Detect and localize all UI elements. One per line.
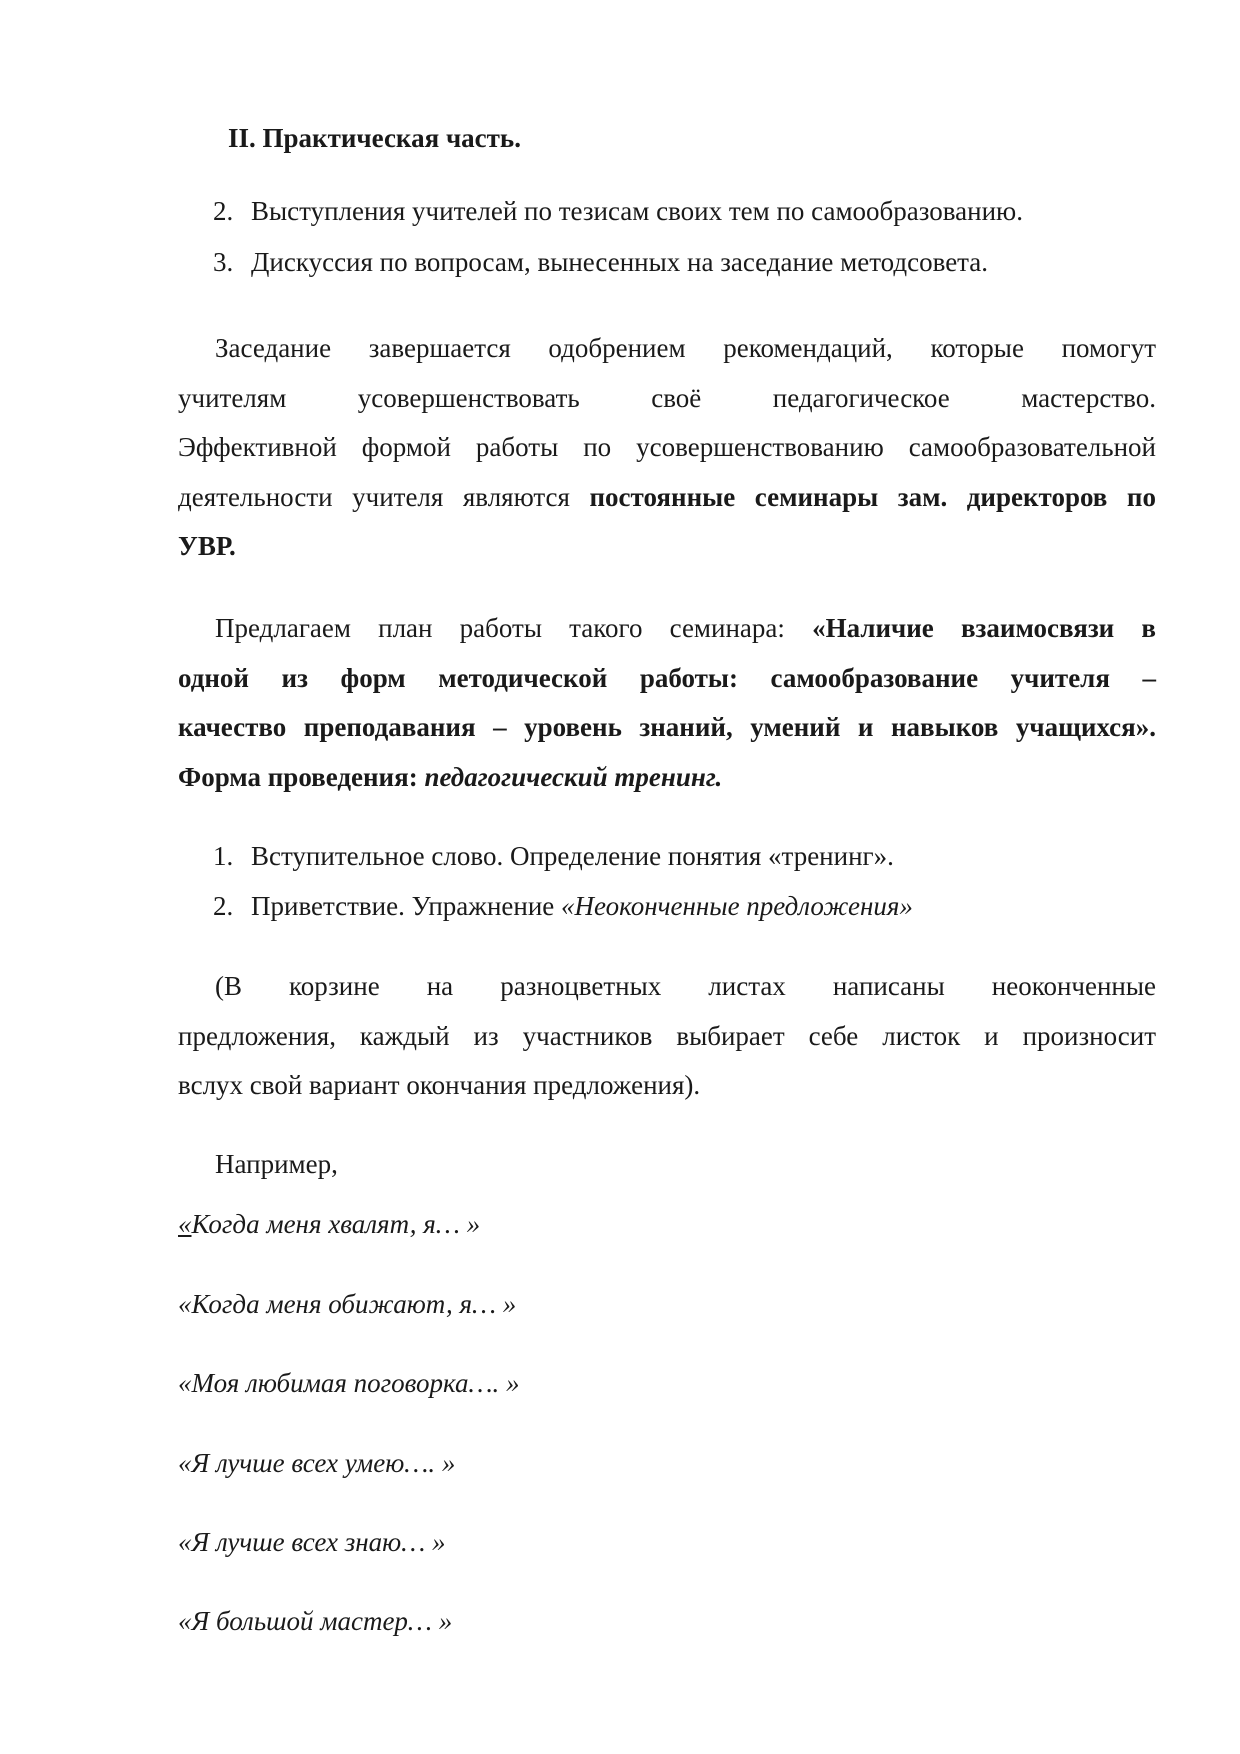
example-quote-mark: « bbox=[178, 1209, 192, 1239]
emphasis-text: «Наличие взаимосвязи в bbox=[812, 613, 1156, 643]
paragraph-seminar-plan bbox=[178, 604, 1156, 802]
paragraph-line: одной из форм методической работы: самообразование учителя – bbox=[178, 662, 1156, 693]
emphasis-text: Форма проведения: bbox=[178, 761, 425, 792]
paragraph-line: вслух свой вариант окончания предложения). bbox=[178, 1070, 701, 1100]
list-item bbox=[213, 890, 913, 922]
list-item bbox=[213, 246, 988, 278]
list-number: 1. bbox=[213, 841, 234, 871]
paragraph-line bbox=[178, 753, 1156, 803]
section-heading: II. Практическая часть. bbox=[228, 123, 521, 153]
example-sentence: «Моя любимая поговорка…. » bbox=[178, 1368, 520, 1398]
paragraph-conclusion bbox=[178, 324, 1156, 572]
paragraph-line bbox=[178, 604, 1156, 654]
paragraph-line: (В корзине на разноцветных листах написаны неоконченные bbox=[215, 971, 1156, 1001]
emphasis-text: педагогический тренинг. bbox=[424, 761, 723, 792]
list-item bbox=[213, 195, 1023, 227]
paragraph-line: предложения, каждый из участников выбирает себе листок и произносит bbox=[178, 1020, 1156, 1051]
example-sentence bbox=[178, 1208, 480, 1240]
example-sentence: «Когда меня обижают, я… » bbox=[178, 1289, 517, 1319]
paragraph-text: деятельности учителя являются bbox=[178, 481, 590, 512]
paragraph-line: Эффективной формой работы по усовершенствованию самообразовательной bbox=[178, 432, 1156, 462]
example-sentence: «Я большой мастер… » bbox=[178, 1606, 453, 1636]
list-text: Приветствие. Упражнение bbox=[251, 891, 562, 921]
paragraph-basket bbox=[178, 962, 1156, 1111]
list-number: 3. bbox=[213, 247, 234, 277]
list-text-italic: «Неоконченные предложения» bbox=[561, 891, 913, 921]
list-item bbox=[213, 840, 894, 872]
example-sentence: «Я лучше всех знаю… » bbox=[178, 1527, 446, 1557]
paragraph-line: Заседание завершается одобрением рекомендаций, которые помогут bbox=[215, 333, 1156, 363]
example-sentence: «Я лучше всех умею…. » bbox=[178, 1448, 456, 1478]
list-text: Вступительное слово. Определение понятия «тренинг». bbox=[251, 841, 894, 871]
list-text: Выступления учителей по тезисам своих тем по самообразованию. bbox=[251, 196, 1023, 226]
emphasis-text: постоянные семинары зам. директоров по bbox=[589, 481, 1156, 512]
examples-intro: Например, bbox=[215, 1149, 338, 1179]
paragraph-line: УВР. bbox=[178, 531, 236, 561]
list-text: Дискуссия по вопросам, вынесенных на заседание методсовета. bbox=[251, 247, 989, 277]
paragraph-line: качество преподавания – уровень знаний, умений и навыков учащихся». bbox=[178, 712, 1156, 742]
paragraph-text: Предлагаем план работы такого семинара: bbox=[215, 613, 813, 643]
paragraph-line: учителям усовершенствовать своё педагогическое мастерство. bbox=[178, 382, 1156, 413]
paragraph-line bbox=[178, 473, 1156, 523]
list-number: 2. bbox=[213, 891, 234, 921]
example-text: Когда меня хвалят, я… » bbox=[191, 1209, 481, 1239]
list-number: 2. bbox=[213, 196, 234, 226]
